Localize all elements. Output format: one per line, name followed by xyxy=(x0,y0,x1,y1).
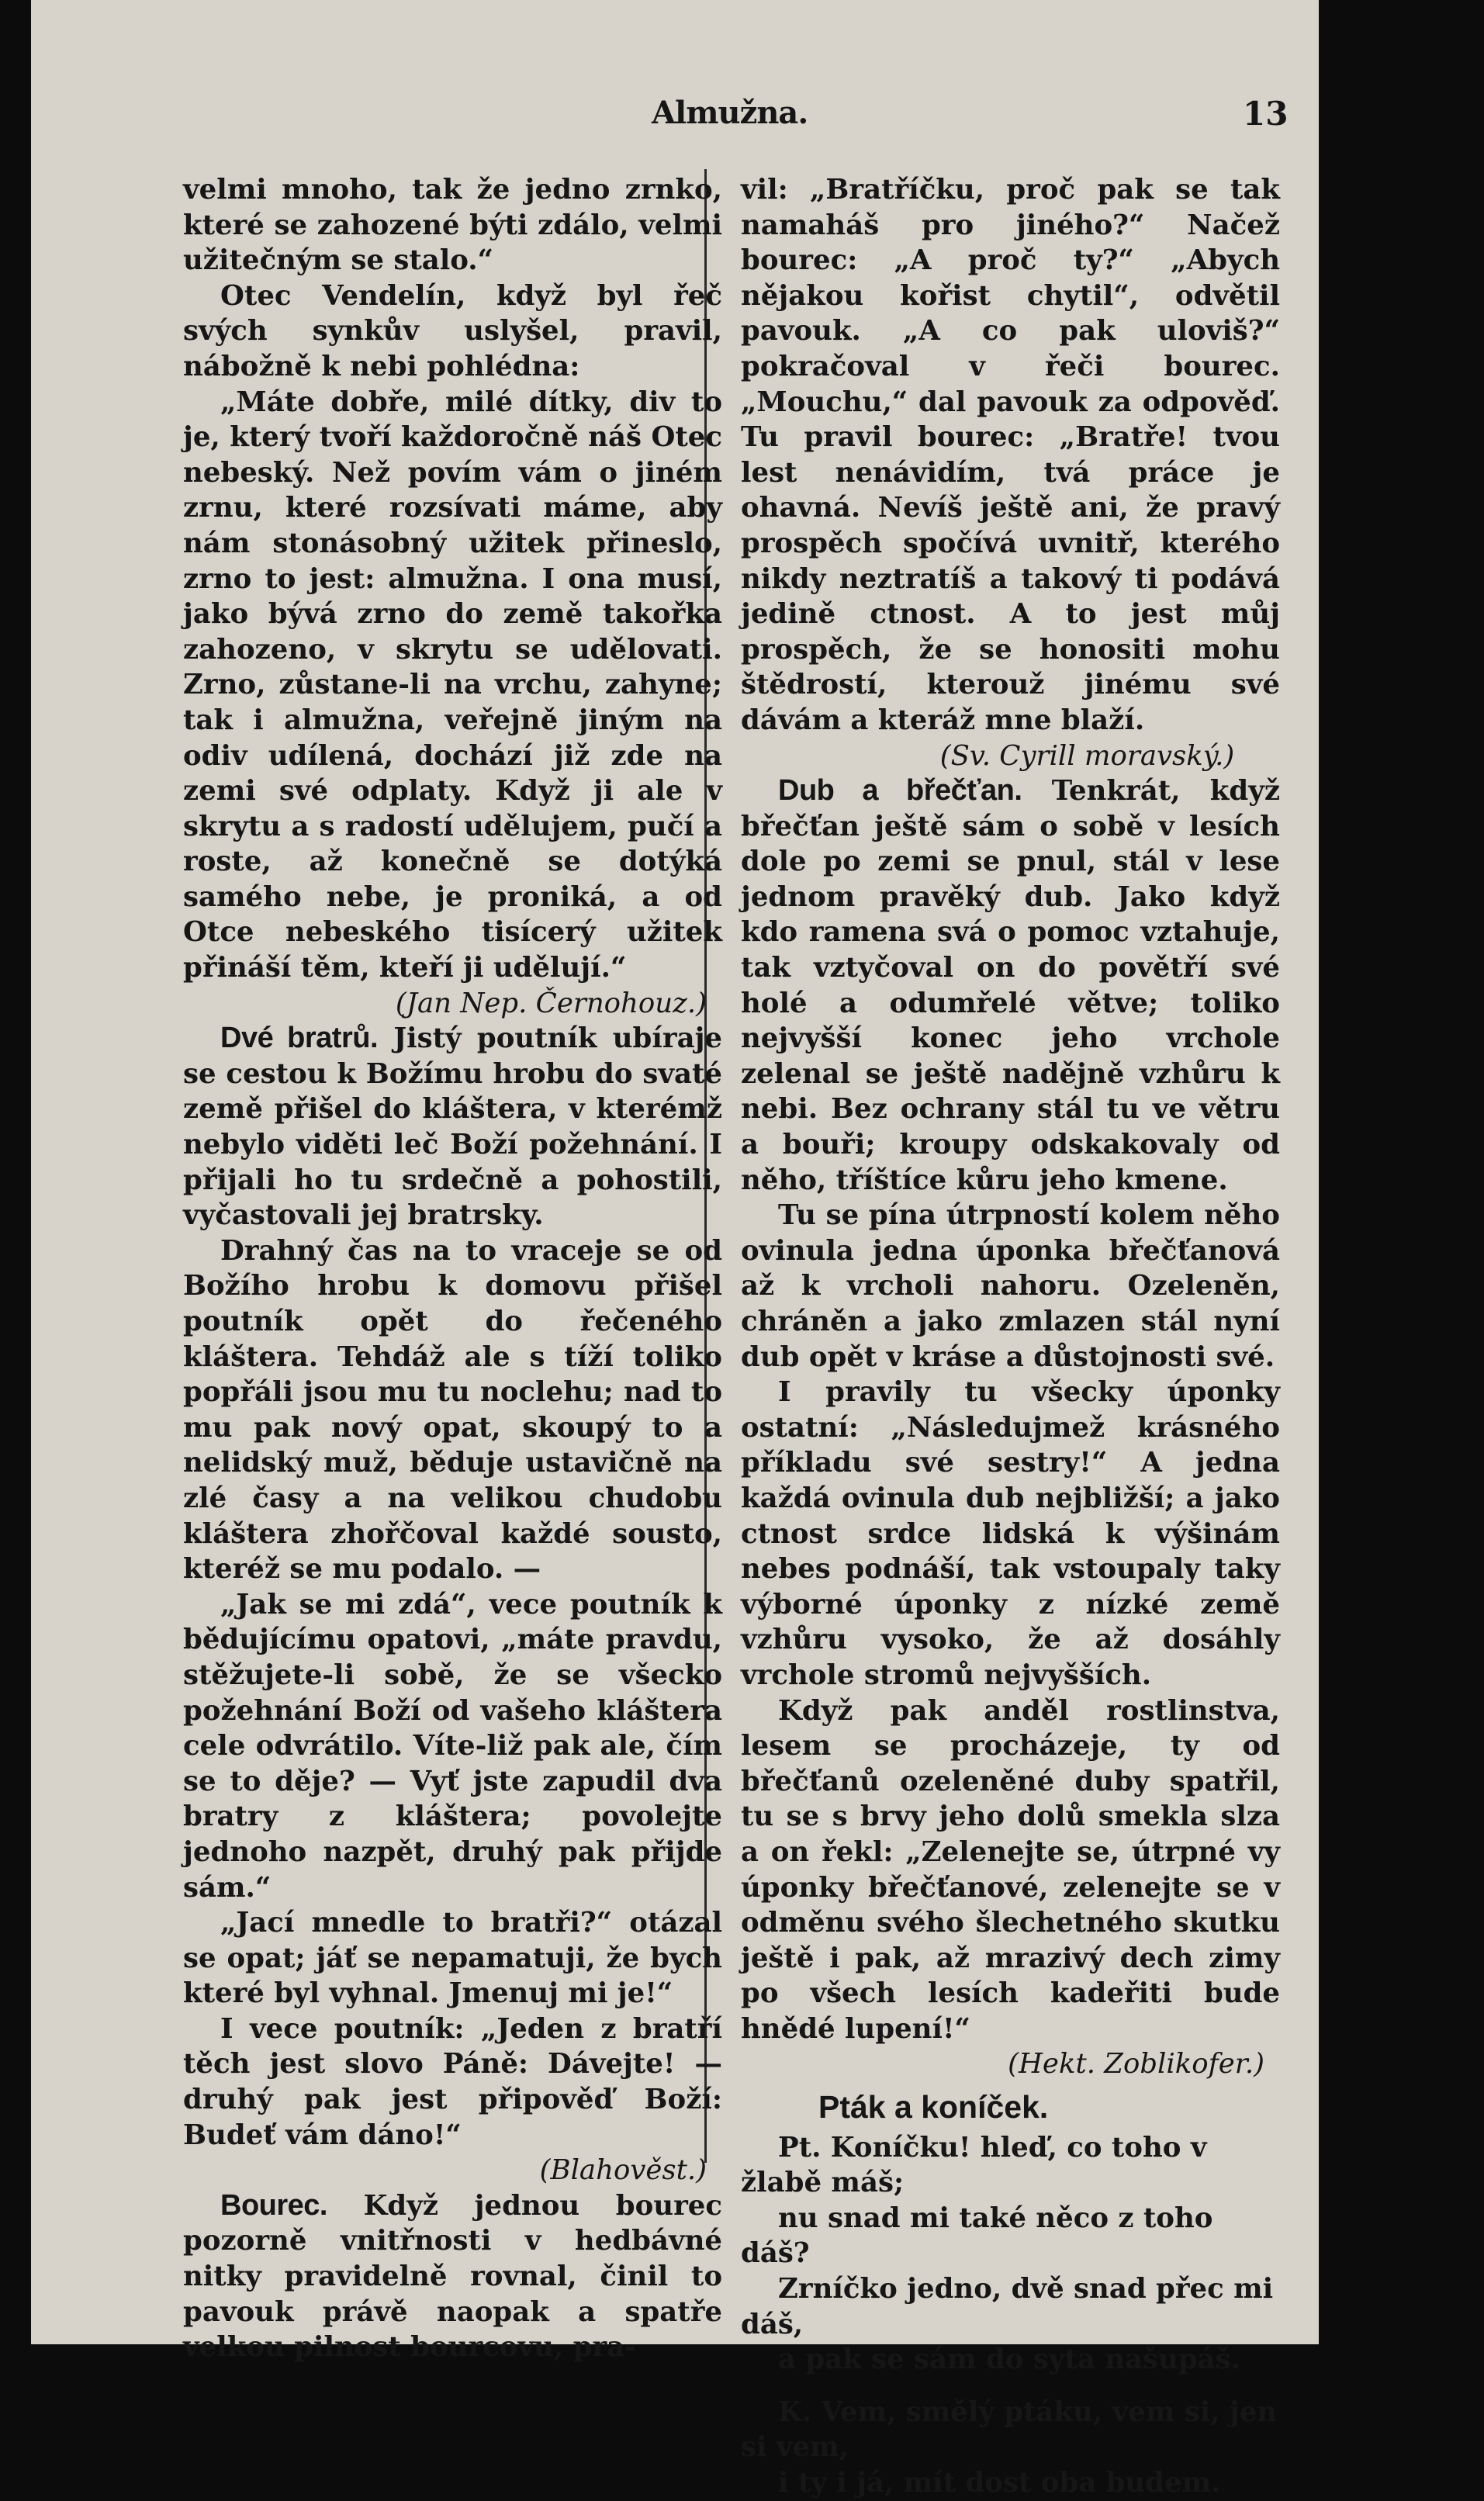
paragraph-text: Tenkrát, když břečťan ještě sám o sobě v lesích dole po zemi se pnul, stál v lese jednom pravěký dub. Jako když kdo ramena svá o pomoc vztahuje, tak vztyčoval on do povětří své holé a odumřelé větve; toliko nejvyšší konec jeho vrchole zelenal se ještě nadějně vzhůru k nebi. Bez ochrany stál tu ve větru a bouři; kroupy odskakovaly od něho, tříštíce kůru jeho kmene. xyxy=(741,775,1280,1196)
paragraph: I vece poutník: „Jeden z bratří těch jest slovo Páně: Dávejte! — druhý pak jest připověď Boží: Budeť vám dáno!“ xyxy=(183,2012,722,2151)
paragraph: „Máte dobře, milé dítky, div to je, který tvoří každoročně náš Otec nebeský. Než povím vám o jiném zrnu, které rozsívati máme, aby nám stonásobný užitek přineslo, zrno to jest: almužna. I ona musí, jako bývá zrno do země takořka zahozeno, v skrytu se udělovati. Zrno, zůstane-li na vrchu, zahyne; tak i almužna, veřejně jiným na odiv udílená, dochází již zde na zemi své odplaty. Když ji ale v skrytu a s radostí udělujem, pučí a roste, až konečně se dotýká samého nebe, je proniká, a od Otce nebeského tisícerý užitek přináší těm, kteří ji udělují.“ xyxy=(183,386,722,984)
verse-line: a pak se sám do syta našupáš. xyxy=(778,2344,1240,2376)
right-column xyxy=(741,172,1280,2501)
running-title: Almužna. xyxy=(652,95,808,131)
paragraph-text: Když jednou bourec pozorně vnitřnosti v hedbávné nitky pravidelně rovnal, činil to pavouk právě naopak a spatře velkou pilnost bourcovu, pra- xyxy=(183,2189,722,2364)
source-attribution: (Hekt. Zoblikofer.) xyxy=(1008,2048,1264,2081)
verse-line: Zrníčko jedno, dvě snad přec mi dáš, xyxy=(741,2273,1274,2340)
source-attribution: (Jan Nep. Černohouz.) xyxy=(395,987,707,1019)
paragraph: „Jací mnedle to bratři?“ otázal se opat; jáť se nepamatuji, že bych které byl vyhnal. Jmenuj mi je!“ xyxy=(183,1907,722,2010)
article-bourec xyxy=(183,2188,722,2365)
paragraph: Drahný čas na to vraceje se od Božího hrobu k domovu přišel poutník opět do řečeného kláštera. Tehdáž ale s tíží toliko popřáli jsou mu tu noclehu; nad to mu pak nový opat, skoupý to a nelidský muž, běduje ustavičně na zlé časy a na velikou chudobu kláštera zhořčoval každé sousto, kteréž se mu podalo. — xyxy=(183,1234,722,1586)
page-header xyxy=(31,92,1319,138)
paragraph: vil: „Bratříčku, proč pak se tak namaháš pro jiného?“ Načež bourec: „A proč ty?“ „Abych nějakou kořist chytil“, odvětil pavouk. „A co pak uloviš?“ pokračoval v řeči bourec. „Mouchu,“ dal pavouk za odpověď. Tu pravil bourec: „Bratře! tvou lest nenávidím, tvá práce je ohavná. Nevíš ještě ani, že pravý prospěch spočívá uvnitř, kterého nikdy neztratíš a takový ti podává jedině ctnost. A to jest můj prospěch, že se honositi mohu štědrostí, kterouž jinému své dávám a kteráž mne blaží. xyxy=(741,174,1280,736)
verse-line: i ty i já, mít dost oba budem. xyxy=(778,2467,1221,2499)
paragraph-text: Jistý poutník ubíraje se cestou k Božímu hrobu do svaté země přišel do kláštera, v kterémž nebylo viděti leč Boží požehnání. I přijali ho tu srdečně a pohostili, vyčastovali jej bratrsky. xyxy=(183,1022,723,1232)
poem-heading: Pták a koníček. xyxy=(818,2089,1049,2126)
source-attribution: (Sv. Cyrill moravský.) xyxy=(939,739,1235,772)
left-column xyxy=(183,172,722,2365)
source-attribution: (Blahověst.) xyxy=(539,2154,707,2187)
paragraph: Tu se pína útrpností kolem něho ovinula jedna úponka břečťanová až k vrcholi nahoru. Ozeleněn, chráněn a jako zmlazen stál nyní dub opět v kráse a důstojnosti své. xyxy=(741,1199,1280,1373)
verse-line: K. Vem, smělý ptáku, vem si, jen si vem, xyxy=(741,2395,1278,2464)
paragraph: I pravily tu všecky úponky ostatní: „Následujmež krásného příkladu své sestry!“ A jedna každá ovinula dub nejbližší; a jako ctnost srdce lidská k výšinám nebes podnáší, tak vstoupaly taky výborné úponky z nízké země vzhůru vysoko, že až dosáhly vrchole stromů nejvyšších. xyxy=(741,1376,1280,1691)
paragraph: Když pak anděl rostlinstva, lesem se procházeje, ty od břečťanů ozeleněné duby spatřil, tu se s brvy jeho dolů smekla slza a on řekl: „Zelenejte se, útrpné vy úponky břečťanové, zelenejte se v odměnu svého šlechetného skutku ještě i pak, až mrazivý dech zimy po všech lesích kadeřiti bude hnědé lupení!“ xyxy=(741,1694,1280,2045)
article-heading: Dvé bratrů. xyxy=(220,1022,379,1055)
article-dub-a-brectan xyxy=(741,773,1280,1198)
paragraph: velmi mnoho, tak že jedno zrnko, které se zahozené býti zdálo, velmi užitečným se stalo.“ xyxy=(183,174,722,277)
article-heading: Bourec. xyxy=(220,2188,327,2222)
paragraph: „Jak se mi zdá“, vece poutník k bědujícímu opatovi, „máte pravdu, stěžujete-li sobě, že se všecko požehnání Boží od vašeho kláštera cele odvrátilo. Víte-liž pak ale, čím se to děje? — Vyť jste zapudil dva bratry z kláštera; povolejte jednoho nazpět, druhý pak přijde sám.“ xyxy=(183,1588,722,1904)
paragraph: Otec Vendelín, když byl řeč svých synkův uslyšel, pravil, nábožně k nebi pohlédna: xyxy=(183,279,722,382)
verse-line: Pt. Koníčku! hleď, co toho v žlabě máš; xyxy=(741,2131,1207,2199)
article-heading: Dub a břečťan. xyxy=(778,774,1022,808)
page-number: 13 xyxy=(1243,95,1289,133)
book-page xyxy=(31,0,1319,2499)
verse-line: nu snad mi také něco z toho dáš? xyxy=(741,2202,1213,2270)
article-dve-bratru xyxy=(183,1021,722,1233)
